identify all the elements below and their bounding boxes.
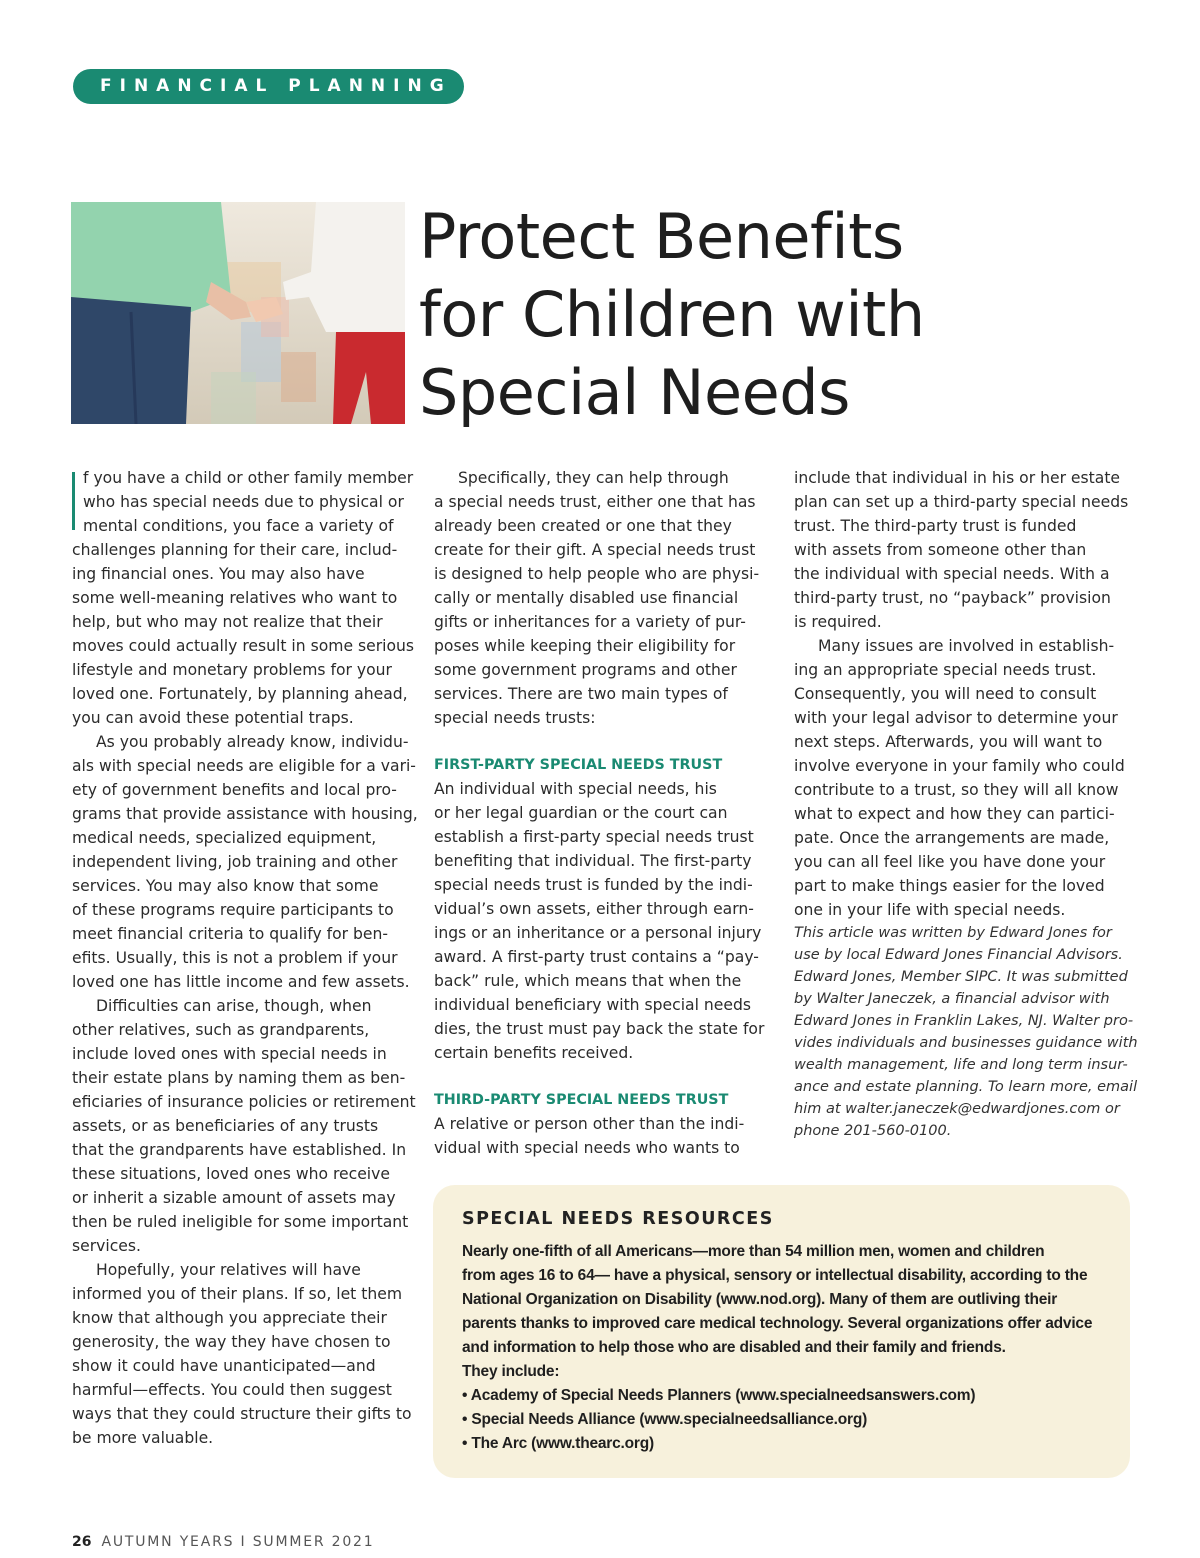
text-line: moves could actually result in some serious bbox=[72, 637, 415, 655]
resources-line: National Organization on Disability (www.nod.org). Many of them are outliving their bbox=[462, 1291, 1058, 1308]
resources-line: and information to help those who are disabled and their family and friends. bbox=[462, 1339, 1006, 1356]
paragraph: Difficulties can arise, though, when other relatives, such as grandparents, include loved ones with special needs in their estate plans by naming them as ben- eficiaries of insurance policies or retirement assets, or as beneficiaries of any trusts that the grandparents have established. In these situations, loved ones who receive or inherit a sizable amount of assets may then be ruled ineligible for some important services. bbox=[72, 997, 416, 1255]
text-line: lifestyle and monetary problems for your bbox=[72, 661, 392, 679]
resources-body bbox=[462, 1240, 1106, 1456]
page-footer bbox=[72, 1534, 374, 1550]
publication-name: AUTUMN YEARS I SUMMER 2021 bbox=[101, 1534, 375, 1550]
text-line: help, but who may not realize that their bbox=[72, 613, 383, 631]
text-line: challenges planning for their care, includ- bbox=[72, 541, 398, 559]
resources-line: from ages 16 to 64— have a physical, sensory or intellectual disability, according to the bbox=[462, 1267, 1088, 1284]
subheading-third-party: THIRD-PARTY SPECIAL NEEDS TRUST bbox=[434, 1092, 729, 1108]
paragraph: include that individual in his or her estate plan can set up a third-party special needs trust. The third-party trust is funded with assets from someone other than the individual with special needs. With a third-party trust, no “payback” provision is required. bbox=[794, 469, 1129, 631]
article-column-1 bbox=[72, 466, 418, 1450]
text-line: you can avoid these potential traps. bbox=[72, 709, 354, 727]
paragraph: Many issues are involved in establish- ing an appropriate special needs trust. Consequently, you will need to consult with your legal advisor to determine your next steps. Afterwards, you will want to involve everyone in your family who could contribute to a trust, so they will all know what to expect and how they can partici- pate. Once the arrangements are made, you can all feel like you have done your part to make things easier for the loved one in your life with special needs. bbox=[794, 637, 1125, 919]
article-title bbox=[419, 198, 1119, 432]
text-line: f you have a child or other family member bbox=[83, 469, 414, 487]
resources-line: parents thanks to improved care medical technology. Several organizations offer advice bbox=[462, 1315, 1093, 1332]
paragraph: A relative or person other than the indi- vidual with special needs who wants to bbox=[434, 1115, 745, 1157]
paragraph: As you probably already know, individu- als with special needs are eligible for a vari- ety of government benefits and local pro- grams that provide assistance with housing, medical needs, specialized equipment, independent living, job training and other services. You may also know that some of these programs require participants to meet financial criteria to qualify for ben- efits. Usually, this is not a problem if your loved one has little income and few assets. bbox=[72, 733, 418, 991]
text-line: some well-meaning relatives who want to bbox=[72, 589, 398, 607]
section-label: FINANCIAL PLANNING bbox=[73, 69, 464, 104]
text-line: mental conditions, you face a variety of bbox=[83, 517, 394, 535]
resources-line: They include: bbox=[462, 1363, 560, 1380]
page-number: 26 bbox=[72, 1534, 92, 1550]
article-column-2 bbox=[434, 466, 769, 1160]
text-line: who has special needs due to physical or bbox=[83, 493, 404, 511]
hands-holding-illustration bbox=[71, 202, 405, 424]
drop-cap-bar bbox=[72, 472, 75, 530]
resource-list-item: • Special Needs Alliance (www.specialneedsalliance.org) bbox=[462, 1411, 868, 1428]
title-line: Protect Benefits bbox=[419, 200, 904, 273]
text-line: ing financial ones. You may also have bbox=[72, 565, 365, 583]
subheading-first-party: FIRST-PARTY SPECIAL NEEDS TRUST bbox=[434, 757, 723, 773]
resources-heading: SPECIAL NEEDS RESOURCES bbox=[462, 1209, 774, 1229]
paragraph: Hopefully, your relatives will have informed you of their plans. If so, let them know that although you appreciate their generosity, the way they have chosen to show it could have unanticipated—and harmful—effects. You could then suggest ways that they could structure their gifts to be more valuable. bbox=[72, 1261, 412, 1447]
hero-photo bbox=[71, 202, 405, 424]
paragraph: An individual with special needs, his or her legal guardian or the court can establish a first-party special needs trust benefiting that individual. The first-party special needs trust is funded by the indi- vidual’s own assets, either through earn- ings or an inheritance or a personal injury award. A first-party trust contains a “pay- back” rule, which means that when the individual beneficiary with special needs dies, the trust must pay back the state for certain benefits received. bbox=[434, 780, 765, 1062]
author-byline: This article was written by Edward Jones for use by local Edward Jones Financial Advisors. Edward Jones, Member SIPC. It was submitted by Walter Janeczek, a financial advisor with Edward Jones in Franklin Lakes, NJ. Walter pro- vides individuals and businesses guidance with wealth management, life and long term insur- ance and estate planning. To learn more, email him at walter.janeczek@edwardjones.com or phone 201-560-0100. bbox=[794, 925, 1138, 1139]
resources-line: Nearly one-fifth of all Americans—more than 54 million men, women and children bbox=[462, 1243, 1045, 1260]
article-column-3 bbox=[794, 466, 1138, 1142]
text-line: loved one. Fortunately, by planning ahead, bbox=[72, 685, 408, 703]
resources-sidebar bbox=[433, 1185, 1130, 1478]
title-line: for Children with bbox=[419, 278, 925, 351]
title-line: Special Needs bbox=[419, 356, 850, 429]
resource-list-item: • Academy of Special Needs Planners (www.specialneedsanswers.com) bbox=[462, 1387, 976, 1404]
intro-paragraph bbox=[72, 466, 415, 730]
resource-list-item: • The Arc (www.thearc.org) bbox=[462, 1435, 654, 1452]
paragraph: Specifically, they can help through a special needs trust, either one that has already been created or one that they create for their gift. A special needs trust is designed to help people who are physi- cally or mentally disabled use financial gifts or inheritances for a variety of pur- poses while keeping their eligibility for some government programs and other services. There are two main types of special needs trusts: bbox=[434, 469, 760, 727]
